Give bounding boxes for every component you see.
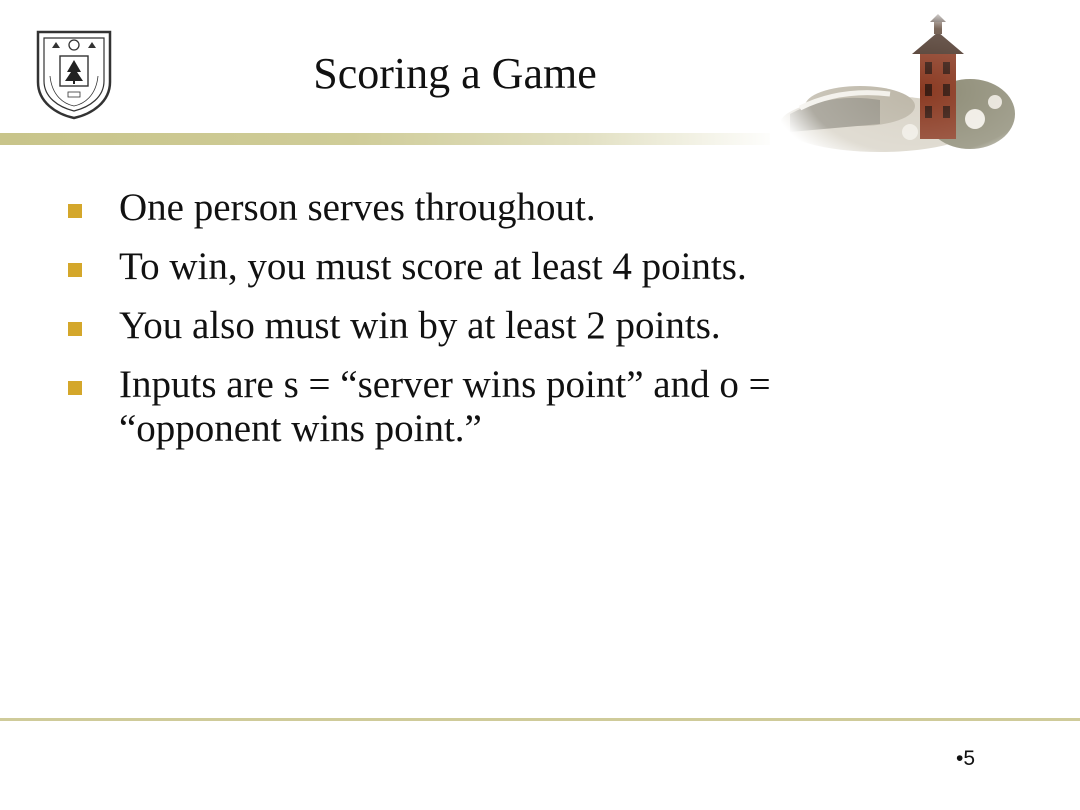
bullet-item <box>66 304 1026 348</box>
campus-tower-image <box>770 14 1020 154</box>
bullet-text: Inputs are s = “server wins point” and o = “opponent wins point.” <box>119 363 771 450</box>
square-bullet-icon <box>68 381 82 395</box>
page-number: •5 <box>956 747 976 770</box>
bullet-text: To win, you must score at least 4 points. <box>119 245 747 288</box>
footer-divider <box>0 718 1080 721</box>
bullet-item <box>66 186 1026 230</box>
header-divider <box>0 133 780 145</box>
bullet-list <box>66 186 1026 466</box>
bullet-text: One person serves throughout. <box>119 186 596 229</box>
slide-title: Scoring a Game <box>313 49 597 98</box>
square-bullet-icon <box>68 263 82 277</box>
bullet-text: You also must win by at least 2 points. <box>119 304 721 347</box>
square-bullet-icon <box>68 322 82 336</box>
square-bullet-icon <box>68 204 82 218</box>
bullet-item <box>66 245 1026 289</box>
bullet-item <box>66 363 899 451</box>
